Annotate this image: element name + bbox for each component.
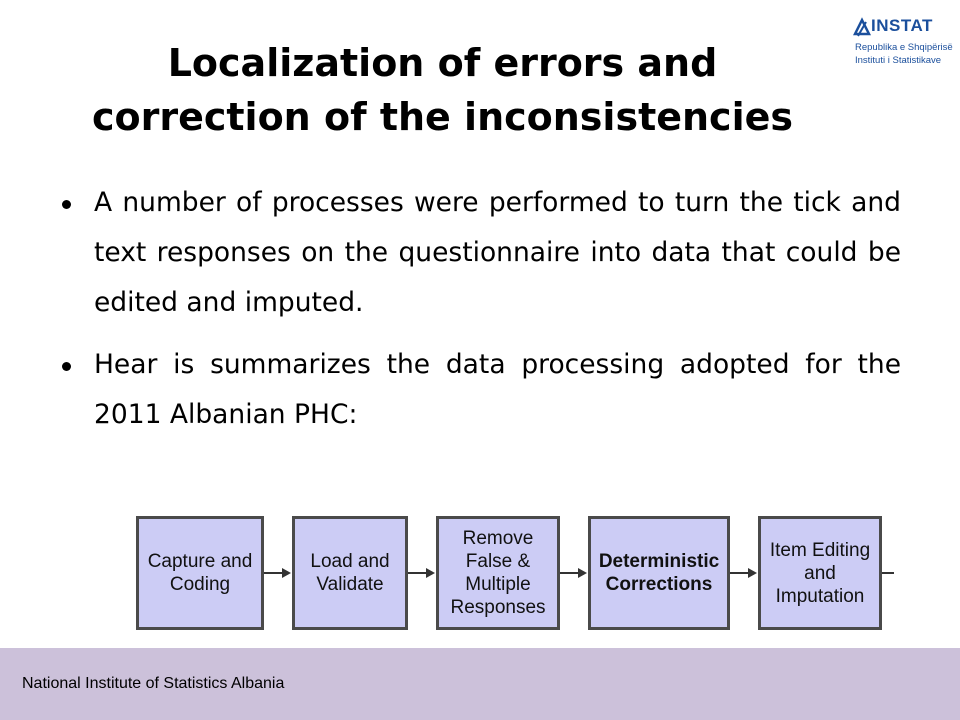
arrow-right-icon: [560, 566, 588, 580]
flow-step-label: Load and Validate: [310, 551, 390, 595]
slide-title-line-2: correction of the inconsistencies: [91, 95, 794, 139]
bullet-list: [56, 178, 901, 452]
bullet-dot-icon: [62, 362, 71, 371]
flow-step-deterministic-corrections: [588, 516, 730, 630]
slide-title-line-1: Localization of errors and: [167, 41, 718, 85]
arrow-right-icon: [264, 566, 292, 580]
bullet-dot-icon: [62, 200, 71, 209]
flow-step-label: Deterministic Corrections: [598, 551, 720, 595]
logo-brand: INSTAT: [871, 16, 933, 35]
bullet-item: [56, 178, 901, 328]
flow-step-label: Remove False & Multiple Responses: [450, 528, 546, 618]
processing-flow-diagram: [0, 500, 960, 660]
arrow-continuation-icon: [882, 566, 894, 580]
bullet-text: Hear is summarizes the data processing adopted for the 2011 Albanian PHC:: [94, 349, 901, 430]
arrow-right-icon: [408, 566, 436, 580]
arrow-right-icon: [730, 566, 758, 580]
footer-text: National Institute of Statistics Albania: [22, 675, 285, 692]
footer-bar: [0, 648, 960, 720]
logo-subtitle-1: Republika e Shqipërisë: [855, 42, 953, 53]
flow-step-item-editing-imputation: [758, 516, 882, 630]
logo-subtitle-2: Instituti i Statistikave: [855, 55, 942, 66]
instat-logo: [845, 14, 953, 74]
bullet-text: A number of processes were performed to turn the tick and text responses on the questionnaire into data that could be edited and imputed.: [94, 187, 901, 318]
instat-logo-icon: [853, 16, 871, 38]
flow-step-label: Item Editing and Imputation: [769, 539, 871, 607]
flow-step-remove-false-multiple: [436, 516, 560, 630]
flow-step-load-validate: [292, 516, 408, 630]
slide-title: [70, 36, 815, 144]
flow-step-capture-coding: [136, 516, 264, 630]
flow-step-label: Capture and Coding: [147, 551, 253, 595]
bullet-item: [56, 340, 901, 440]
